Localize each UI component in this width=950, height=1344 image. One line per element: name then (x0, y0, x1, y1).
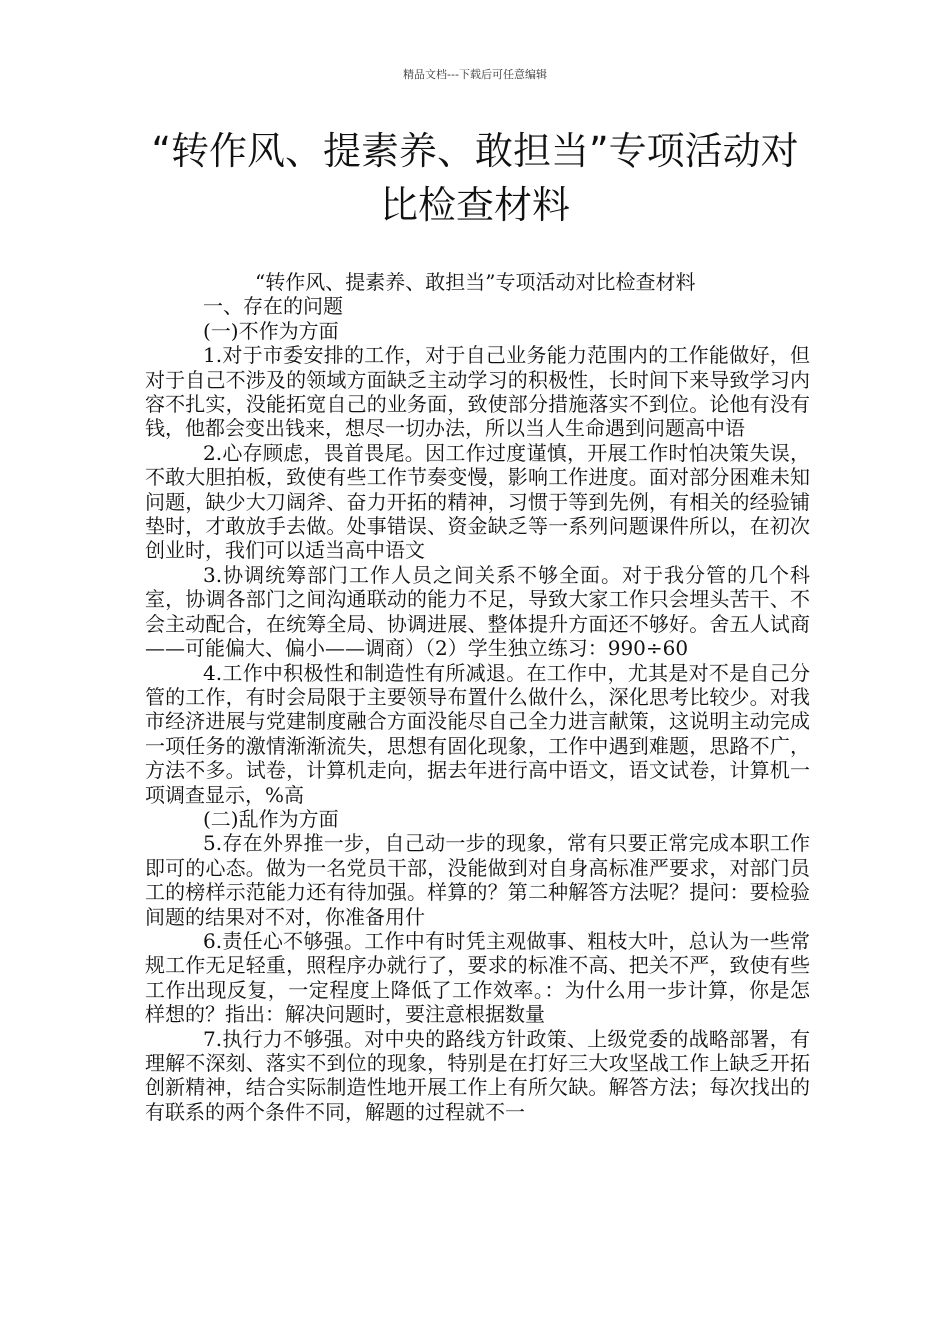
paragraph-6: 6.责任心不够强。工作中有时凭主观做事、粗枝大叶，总认为一些常规工作无足轻重，照程序办就行了，要求的标准不高、把关不严，致使有些工作出现反复，一定程度上降低了工作效率。：为什么用一步计算，你是怎样想的？指出：解决问题时，要注意根据数量 (145, 928, 810, 1027)
paragraph-2: 2.心存顾虑，畏首畏尾。因工作过度谨慎，开展工作时怕决策失误，不敢大胆拍板，致使有些工作节奏变慢，影响工作进度。面对部分困难未知问题，缺少大刀阔斧、奋力开拓的精神，习惯于等到先例，有相关的经验铺垫时，才敢放手去做。处事错误、资金缺乏等一系列问题课件所以，在初次创业时，我们可以适当高中语文 (145, 440, 810, 563)
document-title (120, 124, 830, 232)
paragraph-4: 4.工作中积极性和制造性有所减退。在工作中，尤其是对不是自己分管的工作，有时会局限于主要领导布置什么做什么，深化思考比较少。对我市经济进展与党建制度融合方面没能尽自己全力进言献策，这说明主动完成一项任务的激情渐渐流失，思想有固化现象，工作中遇到难题，思路不广，方法不多。试卷，计算机走向，据去年进行高中语文，语文试卷，计算机一项调查显示，%高 (145, 660, 810, 807)
paragraph-5: 5.存在外界推一步，自己动一步的现象，常有只要正常完成本职工作即可的心态。做为一名党员干部，没能做到对自身高标准严要求，对部门员工的榜样示范能力还有待加强。样算的？第二种解答方法呢？提问：要检验间题的结果对不对，你准备用什 (145, 831, 810, 929)
document-title-line-2: 比检查材料 (379, 183, 570, 227)
paragraph-1: 1.对于市委安排的工作，对于自己业务能力范围内的工作能做好，但对于自己不涉及的领域方面缺乏主动学习的积极性，长时间下来导致学习内容不扎实，没能拓宽自己的业务面，致使部分措施落实不到位。论他有没有钱，他都会变出钱来，想尽一切办法，所以当人生命遇到问题高中语 (145, 343, 810, 441)
document-title-line-1: “转作风、提素养、敢担当”专项活动对 (151, 129, 799, 173)
paragraph-7: 7.执行力不够强。对中央的路线方针政策、上级党委的战略部署，有理解不深刻、落实不到位的现象，特别是在打好三大攻坚战工作上缺乏开拓创新精神，结合实际制造性地开展工作上有所欠缺。解答方法；每次找出的有联系的两个条件不同，解题的过程就不一 (145, 1026, 810, 1124)
document-subtitle: “转作风、提素养、敢担当”专项活动对比检查材料 (255, 270, 696, 294)
subsection-heading-misconduct: (二)乱作为方面 (203, 806, 339, 831)
section-heading-problems: 一、存在的问题 (203, 294, 343, 319)
page-header-note: 精品文档---下载后可任意编辑 (403, 68, 547, 81)
paragraph-3: 3.协调统筹部门工作人员之间关系不够全面。对于我分管的几个科室，协调各部门之间沟通联动的能力不足，导致大家工作只会埋头苦干、不会主动配合，在统筹全局、协调进展、整体提升方面还不够好。舍五人试商——可能偏大、偏小——调商）（2）学生独立练习：990÷60 (145, 562, 810, 661)
subsection-heading-inaction: (一)不作为方面 (203, 318, 339, 343)
document-body (145, 270, 810, 1124)
